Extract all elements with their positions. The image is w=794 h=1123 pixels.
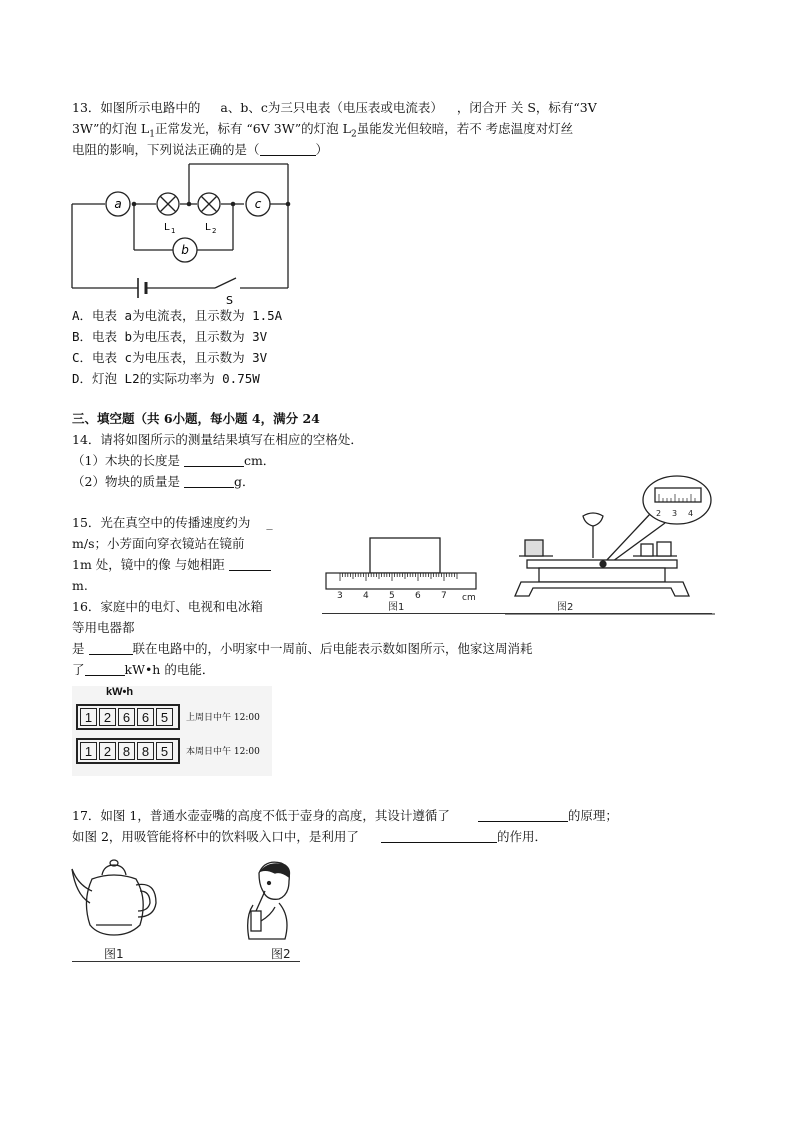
wooden-block — [370, 538, 440, 573]
meter2-digit: 8 — [118, 742, 135, 760]
q13-option-c[interactable]: C．电表 c为电压表，且示数为 3V — [72, 350, 268, 365]
q14-item1: （1）木块的长度是 cm． — [72, 453, 276, 468]
teapot-fig-label: 图1 — [104, 947, 124, 961]
q14-mass-blank[interactable] — [184, 474, 234, 488]
teapot-figure — [70, 855, 165, 965]
lamp1-sub: 1 — [171, 227, 176, 235]
meter1-digit: 1 — [80, 708, 97, 726]
q13-option-d[interactable]: D．灯泡 L2的实际功率为 0.75W — [72, 371, 260, 386]
meter1-digit: 6 — [118, 708, 135, 726]
q16-line4: 了 kW•h 的电能． — [72, 662, 215, 677]
ruler-figure — [322, 520, 487, 615]
ruler-tick-label: 6 — [415, 591, 421, 601]
ruler-tick-label: 7 — [441, 591, 447, 601]
q13-line3: 电阻的影响，下列说法正确的是（ ） — [72, 142, 329, 157]
meter2-digit: 1 — [80, 742, 97, 760]
meter2-digit-decimal: 5 — [156, 742, 173, 760]
q16-connection-blank[interactable] — [89, 641, 133, 655]
ruler-tick-label: 4 — [363, 591, 369, 601]
lamp1-label: L — [164, 222, 170, 233]
ruler-tick-label: 3 — [337, 591, 343, 601]
balance-figure — [505, 470, 715, 615]
energy-meter-figure — [72, 686, 272, 776]
meter-b-label: b — [181, 243, 189, 257]
boy-straw-figure — [235, 855, 305, 965]
q15-distance-blank[interactable] — [229, 557, 271, 571]
q13-line1: 13．如图所示电路中的 a、b、c为三只电表（电压表或电流表） ，闭合开 关 S，标有“3V — [72, 100, 597, 115]
q17-figure-baseline — [72, 961, 300, 962]
fig2-label: 图2 — [557, 602, 574, 613]
meter-reading-2 — [76, 738, 180, 764]
meter2-digit: 2 — [99, 742, 116, 760]
meter2-time-label: 本周日中午 12:00 — [186, 747, 260, 757]
meter1-time-label: 上周日中午 12:00 — [186, 713, 260, 723]
ruler-body — [326, 573, 476, 589]
q16-line2: 等用电器都 — [72, 620, 135, 635]
q17-line2: 如图 2，用吸管能将杯中的饮料吸入口中，是利用了 的作用． — [72, 829, 547, 844]
meter-unit-label: kW•h — [106, 686, 134, 698]
boy-fig-label: 图2 — [271, 947, 291, 961]
q14-stem: 14．请将如图所示的测量结果填写在相应的空格处． — [72, 432, 363, 447]
figure-baseline — [322, 613, 712, 614]
q13-answer-blank[interactable] — [260, 142, 316, 156]
q17-pressure-blank[interactable] — [381, 829, 497, 843]
ruler-unit: cm — [462, 593, 476, 603]
q16-line3: 是 联在电路中的，小明家中一周前、后电能表示数如图所示，他家这周消耗 — [72, 641, 533, 656]
q15-line3: 1m 处，镜中的像 与她相距 — [72, 556, 271, 574]
scale-tick-2: 2 — [656, 509, 662, 518]
q13-option-a[interactable]: A．电表 a为电流表，且示数为 1.5A — [72, 308, 283, 323]
q15-line4: m. — [72, 578, 88, 593]
q16-line1: 16．家庭中的电灯、电视和电冰箱 — [72, 599, 263, 614]
q14-length-blank[interactable] — [184, 453, 244, 467]
meter-reading-1 — [76, 704, 180, 730]
switch-label: S — [226, 294, 233, 305]
meter-c-label: c — [254, 197, 262, 211]
meter1-digit: 6 — [137, 708, 154, 726]
meter2-digit: 8 — [137, 742, 154, 760]
q16-energy-blank[interactable] — [85, 662, 125, 676]
q15-line1: 15．光在真空中的传播速度约为 _ — [72, 515, 273, 530]
q13-line2: 3W”的灯泡 $L_1$正常发光，标有 “6V 3W”的灯泡 $L_2$虽能发光但较暗，若不 考虑温度对灯丝 — [72, 121, 574, 140]
lamp2-label: L — [205, 222, 211, 233]
q14-item2: （2）物块的质量是 g． — [72, 474, 255, 489]
q17-line1: 17．如图 1，普通水壶壶嘴的高度不低于壶身的高度，其设计遵循了 的原理； — [72, 808, 618, 823]
circuit-diagram — [70, 160, 300, 305]
section3-heading: 三、填空题（共 6小题，每小题 4，满分 24 — [72, 411, 320, 426]
fig1-label: 图1 — [388, 602, 405, 613]
q17-principle-blank[interactable] — [478, 808, 568, 822]
lamp2-sub: 2 — [212, 227, 217, 235]
meter1-digit-decimal: 5 — [156, 708, 173, 726]
q13-option-b[interactable]: B．电表 b为电压表，且示数为 3V — [72, 329, 268, 344]
meter-a-label: a — [114, 197, 122, 211]
q15-line2: m/s；小芳面向穿衣镜站在镜前 — [72, 536, 245, 551]
scale-tick-3: 3 — [672, 509, 678, 518]
scale-tick-4: 4 — [688, 509, 694, 518]
ruler-tick-label: 5 — [389, 591, 395, 601]
meter1-digit: 2 — [99, 708, 116, 726]
